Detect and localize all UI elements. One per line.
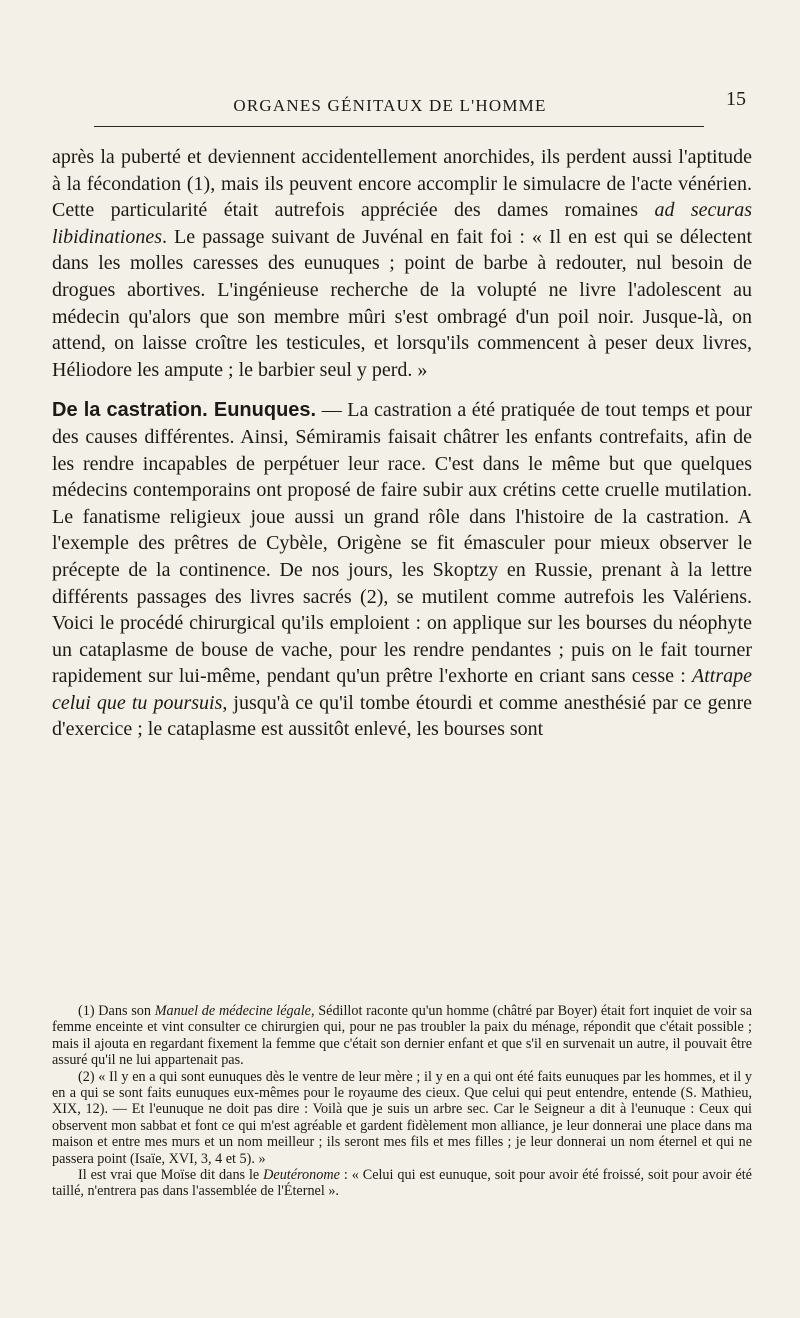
footnote-2-continued [52,1167,752,1200]
running-head: ORGANES GÉNITAUX DE L'HOMME [233,96,547,115]
footnotes [52,1003,752,1200]
para2-text-2: , jusqu'à ce qu'il tombe étourdi et comme anesthésié par ce genre d'exercice ; le cataplasme est aussitôt enlevé, les bourses sont [52,691,752,741]
latin-phrase: ad securas libidinationes [52,199,752,248]
footnote-1-mark: (1) [78,1003,95,1019]
footnote-2-book: Deutéronome [263,1167,340,1184]
paragraph-juvenal [52,144,752,383]
page-number: 15 [726,88,746,110]
body-text [52,144,752,743]
paragraph-castration [52,397,752,743]
footnote-2-text-1: « Il y en a qui sont eunuques dès le ventre de leur mère ; il y en a qui ont été faits eunuques par les hommes, et il y en a qui se sont faits eunuques eux-mêmes pour le royaume des cieux. Que celui qui peut entendre, entende (S. Mathieu, XIX, 12). — Et l'eunuque ne doit pas dire : Voilà que je suis un arbre sec. Car le Seigneur a dit à l'eunuque : Ceux qui observent mon sabbat et font ce qui m'est agréable et gardent fidèlement mon alliance, je leur donnerai une place dans ma maison et entre mes murs et un nom meilleur ; ils seront mes fils et mes filles ; je leur donnerai un nom éternel et qui ne passera point (Isaïe, XVI, 3, 4 et 5). » [52,1068,752,1167]
footnote-1-book: Manuel de médecine légale [154,1003,311,1019]
para2-text-1: — La castration a été pratiquée de tout temps et pour des causes différentes. Ainsi, Sémiramis faisait châtrer les enfants contrefaits, afin de les rendre incapables de perpétuer leur race. C'est dans le même but que quelques médecins contemporains ont proposé de faire subir aux crétins cette cruelle mutilation. Le fanatisme religieux joue aussi un grand rôle dans l'histoire de la castration. A l'exemple des prêtres de Cybèle, Origène se fit émasculer pour mieux observer le précepte de la continence. De nos jours, les Skoptzy en Russie, prenant à la lettre différents passages des livres sacrés (2), se mutilent comme autrefois les Valériens. Voici le procédé chirurgical qu'ils emploient : on applique sur les bourses du néophyte un cataplasme de bouse de vache, pour les rendre pendantes ; puis on le fait tourner rapidement sur lui-même, pendant qu'un prêtre l'exhorte en criant sans cesse : [52,399,752,688]
footnote-2-text-2: Il est vrai que Moïse dit dans le [78,1167,264,1184]
footnote-2-mark: (2) [78,1068,95,1085]
footnote-2-text-3: : « Celui qui est eunuque, soit pour avoir été froissé, soit pour avoir été taillé, n'entrera pas dans l'assemblée de l'Éternel ». [52,1167,752,1200]
para1-text-2: . Le passage suivant de Juvénal en fait foi : « Il en est qui se délectent dans les molles caresses des eunuques ; point de barbe à redouter, nul besoin de drogues abortives. L'ingénieuse recherche de la volupté ne livre l'adolescent au médecin qu'alors que son membre mûri s'est ombragé d'un poil noir. Jusque-là, on attend, on laisse croître les testicules, et lorsqu'ils commencent à peser deux livres, Héliodore les ampute ; le barbier seul y perd. » [52,225,752,381]
header-rule [94,126,704,127]
section-heading: De la castration. Eunuques. [52,399,317,422]
footnote-1-text-2: , Sédillot raconte qu'un homme (châtré par Boyer) était fort inquiet de voir sa femme enceinte et vint consulter ce chirurgien qui, pour ne pas troubler la paix du ménage, répondit que c'était possible ; mais il ajouta en regardant fixement la femme que c'était son dernier enfant et que s'il en survenait un autre, il pouvait être assuré qu'il ne lui appartenait pas. [52,1003,752,1069]
footnote-1-text-1: Dans son [94,1003,155,1019]
page-header [40,88,746,122]
footnote-2 [52,1069,752,1167]
para1-text-1: après la puberté et deviennent accidentellement anorchides, ils perdent aussi l'aptitude à la fécondation (1), mais ils peuvent encore accomplir le simulacre de l'acte vénérien. Cette particularité était autrefois appréciée des dames romaines [52,146,752,222]
italic-phrase: Attrape celui que tu poursuis [52,665,752,714]
footnote-1 [52,1003,752,1069]
